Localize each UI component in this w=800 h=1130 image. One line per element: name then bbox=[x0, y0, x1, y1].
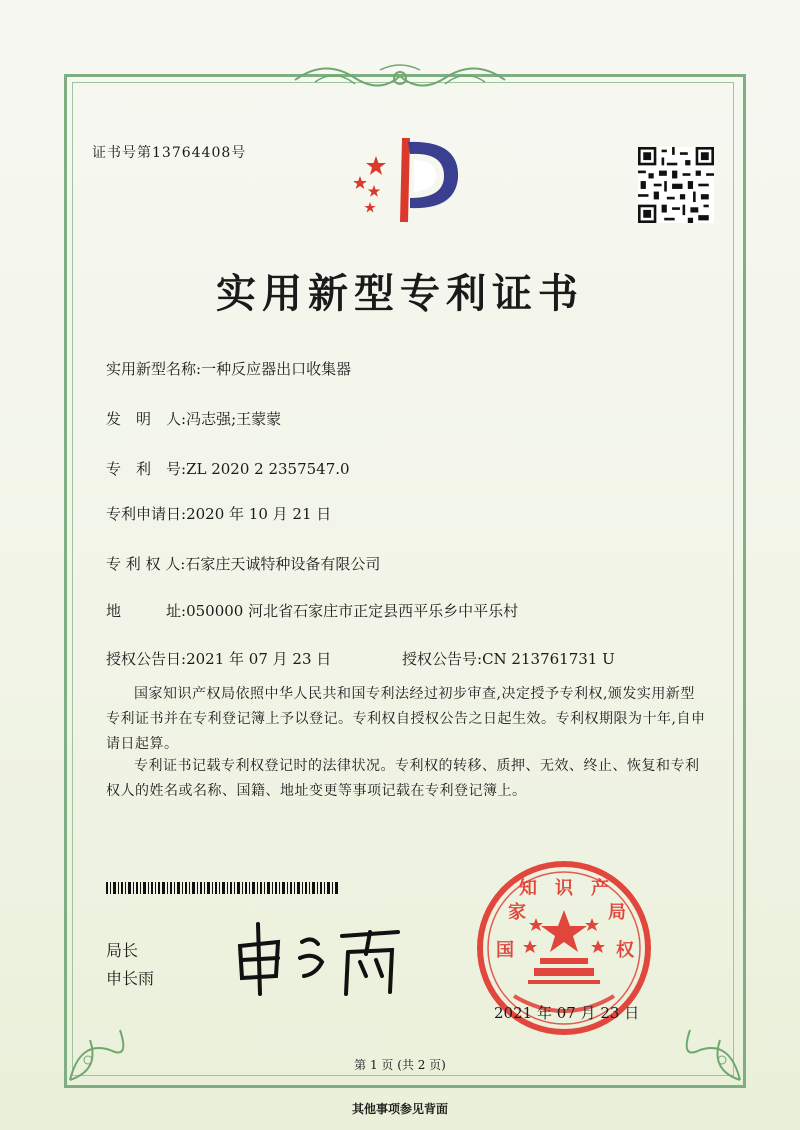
patentee-row bbox=[106, 553, 380, 574]
barcode-icon bbox=[106, 882, 338, 894]
field-label: 授权公告日: bbox=[106, 650, 187, 668]
grant-number-row bbox=[402, 648, 615, 669]
field-value: 050000 河北省石家庄市正定县西平乐乡中平乐村 bbox=[186, 602, 519, 620]
field-value: 冯志强;王蒙蒙 bbox=[186, 410, 282, 428]
patent-number-row bbox=[106, 458, 350, 479]
field-value: 2021 年 07 月 23 日 bbox=[186, 650, 332, 668]
corner-ornament-bottom-left bbox=[60, 1000, 140, 1090]
legal-status-paragraph: 专利证书记载专利权登记时的法律状况。专利权的转移、质押、无效、终止、恢复和专利权人的姓名或名称、国籍、地址变更等事项记载在专利登记簿上。 bbox=[106, 758, 700, 799]
svg-text:权: 权 bbox=[616, 940, 634, 961]
address-row bbox=[106, 600, 518, 621]
svg-text:知 识 产: 知 识 产 bbox=[519, 878, 609, 899]
director-title: 局长 bbox=[106, 941, 139, 960]
svg-text:国: 国 bbox=[496, 940, 514, 961]
qr-code-icon bbox=[638, 147, 714, 223]
filing-date-row bbox=[106, 503, 331, 524]
utility-model-name-row bbox=[106, 358, 351, 379]
field-label: 专利申请日: bbox=[106, 505, 187, 523]
field-label: 授权公告号: bbox=[402, 650, 483, 668]
field-value: ZL 2020 2 2357547.0 bbox=[186, 460, 350, 478]
cnipa-logo-icon bbox=[340, 130, 470, 225]
field-value: 石家庄天诚特种设备有限公司 bbox=[185, 555, 381, 573]
svg-text:家: 家 bbox=[508, 902, 526, 923]
field-value: 一种反应器出口收集器 bbox=[201, 360, 352, 378]
field-label: 专 利 权 人: bbox=[106, 555, 186, 573]
field-value: 2020 年 10 月 21 日 bbox=[186, 505, 332, 523]
certificate-title: 实用新型专利证书 bbox=[216, 270, 584, 317]
corner-ornament-bottom-right bbox=[670, 1000, 750, 1090]
certificate-number: 证书号第13764408号 bbox=[92, 145, 247, 161]
seal-date: 2021 年 07 月 23 日 bbox=[494, 1004, 640, 1022]
director-name: 申长雨 bbox=[106, 969, 155, 988]
top-ornament bbox=[285, 58, 515, 98]
grant-statement-paragraph: 国家知识产权局依照中华人民共和国专利法经过初步审查,决定授予专利权,颁发实用新型专利证书并在专利登记簿上予以登记。专利权自授权公告之日起生效。专利权期限为十年,自申请日起算。 bbox=[106, 686, 706, 752]
svg-text:局: 局 bbox=[608, 902, 626, 923]
field-label: 专 利 号: bbox=[106, 460, 187, 478]
field-label: 发 明 人: bbox=[106, 410, 187, 428]
footer-note: 其他事项参见背面 bbox=[351, 1102, 448, 1116]
field-label: 实用新型名称: bbox=[106, 360, 202, 378]
inventor-row bbox=[106, 408, 281, 429]
field-label: 地 址: bbox=[106, 602, 187, 620]
grant-date-row bbox=[106, 648, 331, 669]
director-signature bbox=[230, 918, 410, 998]
page-number: 第 1 页 (共 2 页) bbox=[354, 1058, 446, 1072]
field-value: CN 213761731 U bbox=[482, 650, 615, 668]
